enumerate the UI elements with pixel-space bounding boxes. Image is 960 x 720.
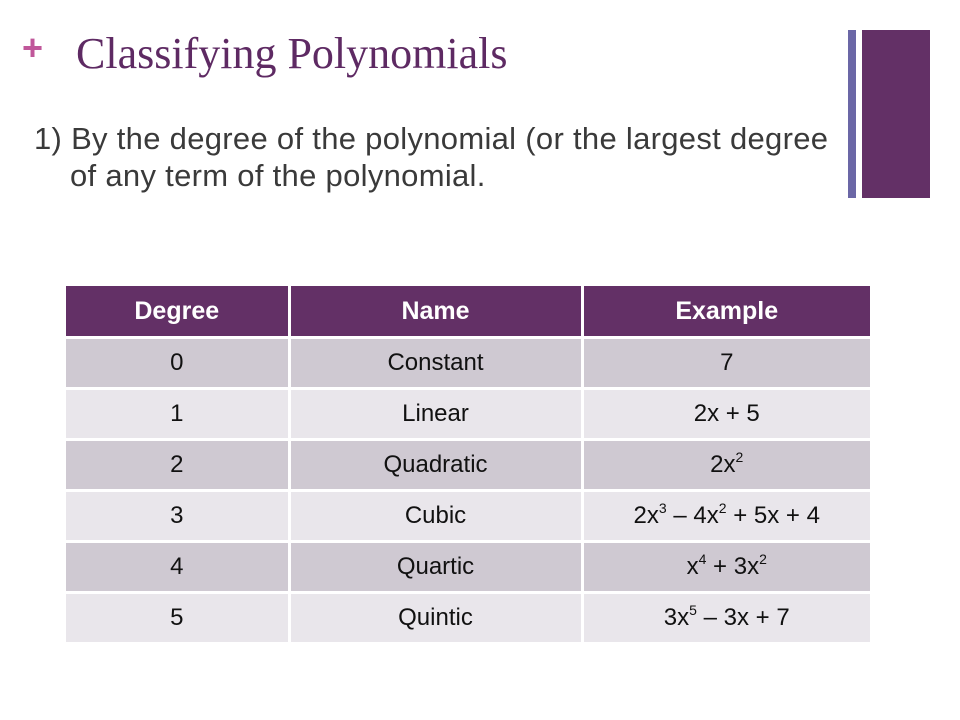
cell-name: Linear (289, 389, 582, 440)
decorative-thick-bar (862, 30, 930, 198)
cell-degree: 5 (66, 593, 289, 643)
expression-text: 7 (720, 349, 734, 376)
expression-text: x (686, 553, 699, 580)
cell-degree: 4 (66, 542, 289, 593)
cell-example (582, 593, 870, 643)
table-row (66, 593, 870, 643)
cell-name: Cubic (289, 491, 582, 542)
expression-text: + 5x + 4 (726, 502, 820, 529)
exponent: 5 (689, 602, 697, 618)
cell-example (582, 338, 870, 389)
header-name: Name (289, 286, 582, 338)
expression-text: – 3x + 7 (696, 604, 790, 631)
table-header-row (66, 286, 870, 338)
cell-example (582, 542, 870, 593)
expression-text: 3x (663, 604, 690, 631)
cell-degree: 1 (66, 389, 289, 440)
table-row (66, 440, 870, 491)
exponent: 2 (718, 500, 727, 516)
decorative-bars (848, 30, 930, 198)
plus-icon: + (22, 27, 44, 68)
body-text: 1) By the degree of the polynomial (or the largest degree of any term of the polynomial. (34, 121, 829, 193)
polynomial-degree-table (66, 286, 870, 642)
expression-text: 2x (710, 451, 736, 478)
table-row (66, 491, 870, 542)
table-body (66, 338, 870, 643)
exponent: 3 (658, 500, 667, 516)
exponent: 2 (735, 449, 744, 465)
cell-example (582, 389, 870, 440)
expression-text: + 3x (706, 553, 760, 580)
exponent: 4 (698, 551, 707, 567)
table-row (66, 338, 870, 389)
expression-text: 2x + 5 (693, 400, 760, 427)
cell-name: Quintic (289, 593, 582, 643)
expression-text: 2x (633, 502, 659, 529)
slide-title: Classifying Polynomials (76, 29, 508, 78)
cell-degree: 0 (66, 338, 289, 389)
table-row (66, 542, 870, 593)
cell-example (582, 491, 870, 542)
expression-text: – 4x (666, 502, 719, 529)
cell-name: Quadratic (289, 440, 582, 491)
cell-degree: 2 (66, 440, 289, 491)
header-example: Example (582, 286, 870, 338)
exponent: 2 (759, 551, 767, 567)
cell-example (582, 440, 870, 491)
cell-name: Constant (289, 338, 582, 389)
decorative-thin-bar (848, 30, 856, 198)
table-row (66, 389, 870, 440)
cell-degree: 3 (66, 491, 289, 542)
cell-name: Quartic (289, 542, 582, 593)
header-degree: Degree (66, 286, 289, 338)
